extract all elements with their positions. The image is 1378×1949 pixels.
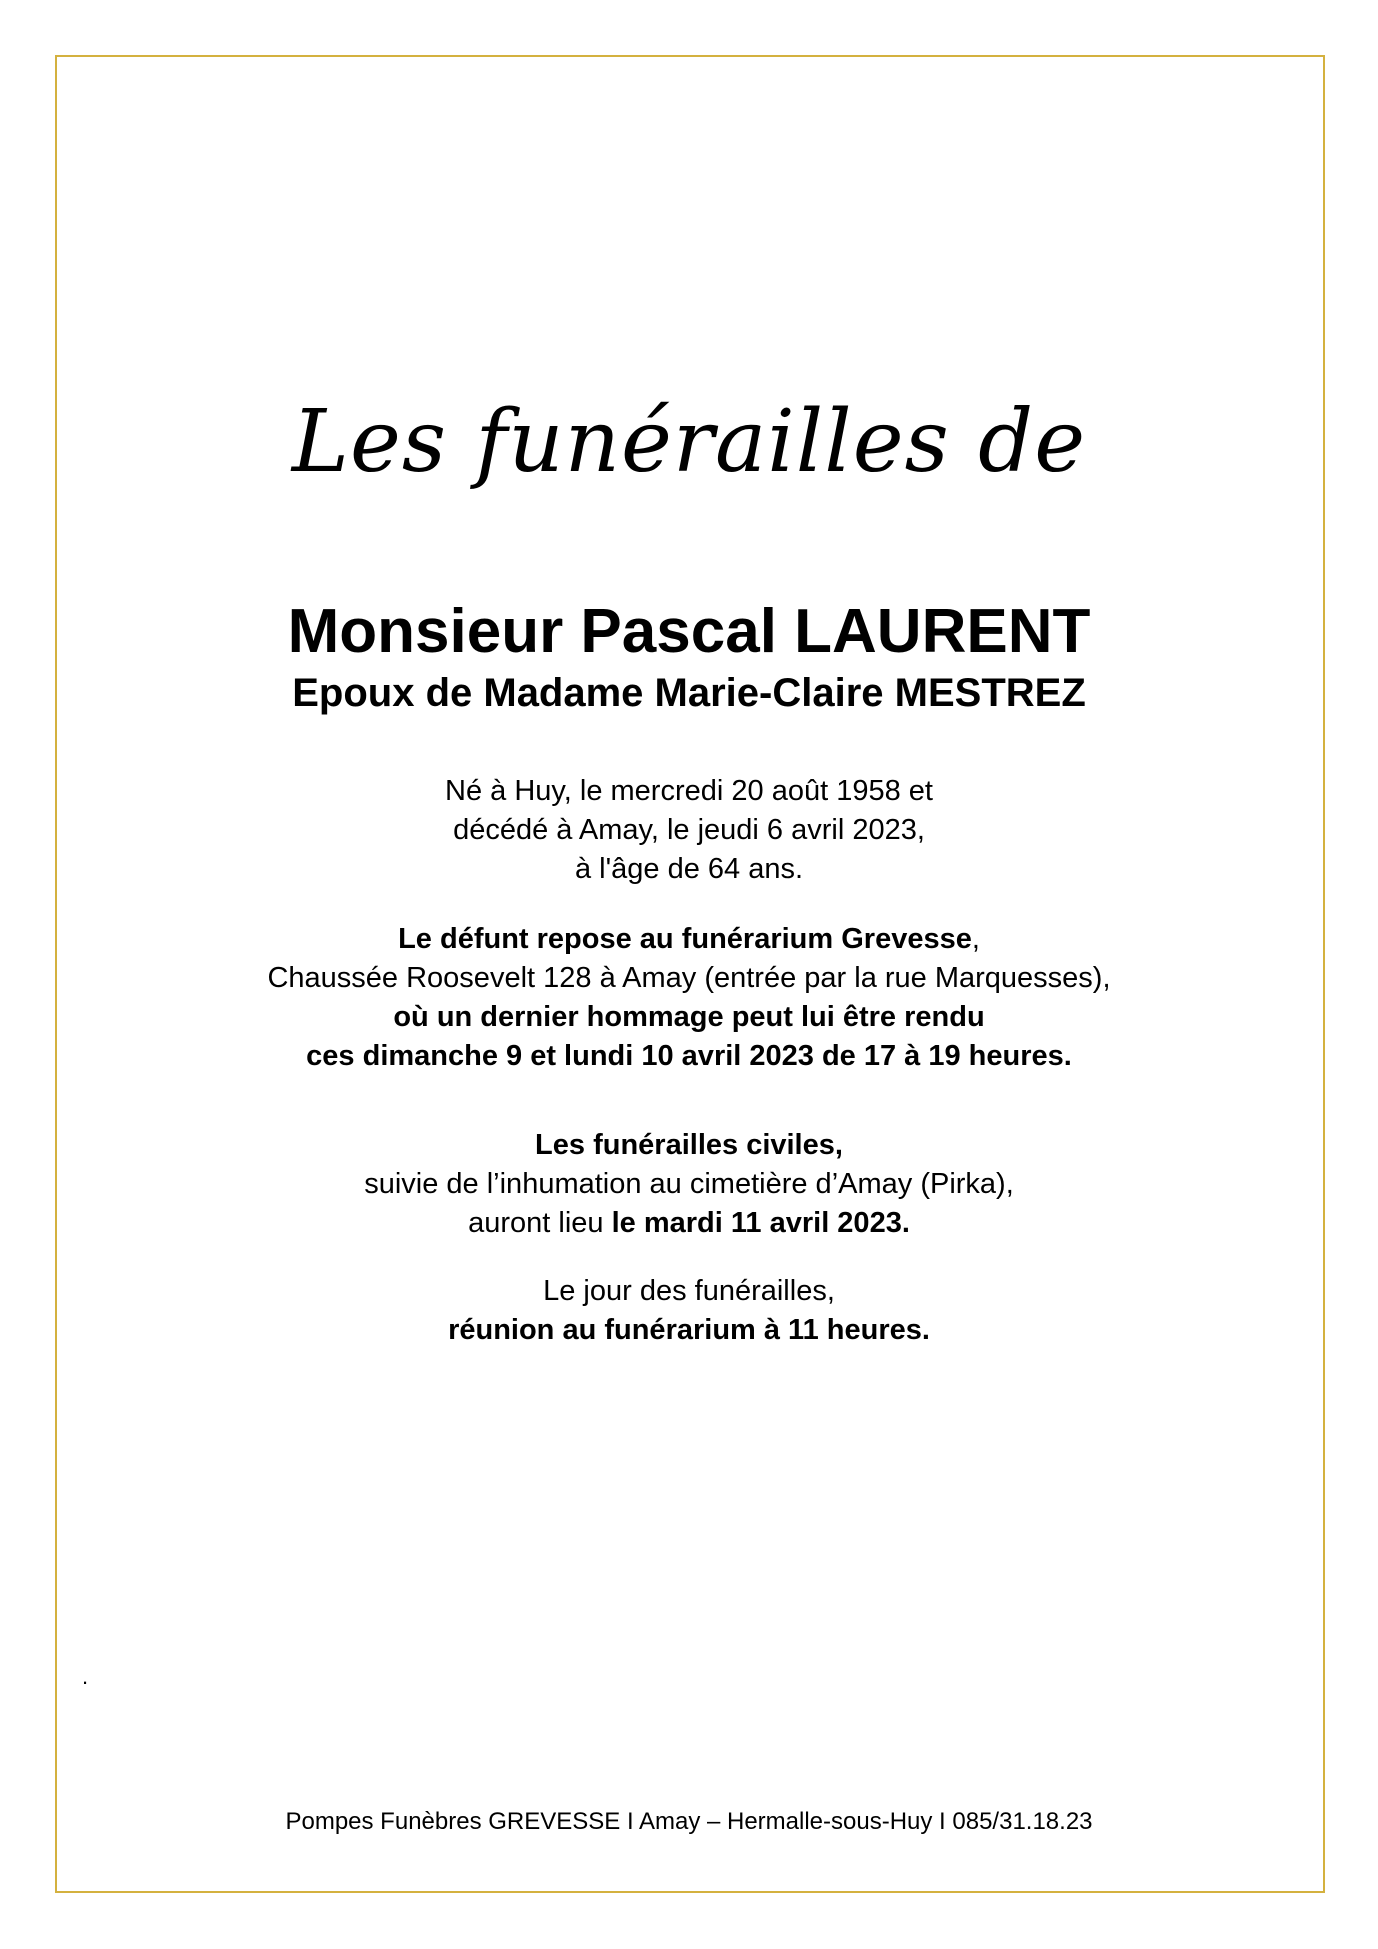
deceased-name: Monsieur Pascal LAURENT — [287, 597, 1091, 666]
death-line: décédé à Amay, le jeudi 6 avril 2023, — [453, 814, 925, 846]
age-line: à l'âge de 64 ans. — [574, 853, 804, 885]
ceremony-block — [0, 1126, 1378, 1243]
birth-death-block — [0, 772, 1378, 889]
viewing-block — [0, 920, 1378, 1076]
spouse-line: Epoux de Madame Marie-Claire MESTREZ — [292, 671, 1086, 715]
viewing-dates: ces dimanche 9 et lundi 10 avril 2023 de 17 à 19 heures. — [306, 1040, 1072, 1072]
ceremony-date-line — [0, 1204, 1378, 1243]
meeting-block — [0, 1272, 1378, 1350]
viewing-location: Le défunt repose au funérarium Grevesse — [398, 923, 972, 955]
meeting-intro: Le jour des funérailles, — [543, 1275, 835, 1307]
viewing-location-comma: , — [971, 923, 980, 955]
script-heading: Les funérailles de — [291, 392, 1087, 492]
birth-line: Né à Huy, le mercredi 20 août 1958 et — [445, 775, 933, 807]
stray-mark: . — [82, 1664, 89, 1689]
viewing-tribute: où un dernier hommage peut lui être rendu — [393, 1001, 985, 1033]
ceremony-date-prefix: auront lieu — [468, 1207, 612, 1239]
ceremony-date: le mardi 11 avril 2023. — [611, 1207, 910, 1239]
meeting-time: réunion au funérarium à 11 heures. — [448, 1314, 930, 1346]
ceremony-burial: suivie de l’inhumation au cimetière d’Amay (Pirka), — [364, 1168, 1014, 1200]
footer-contact: Pompes Funèbres GREVESSE I Amay – Hermalle-sous-Huy I 085/31.18.23 — [285, 1808, 1093, 1835]
ceremony-title: Les funérailles civiles, — [535, 1129, 843, 1161]
viewing-location-line — [0, 920, 1378, 959]
viewing-address: Chaussée Roosevelt 128 à Amay (entrée par la rue Marquesses), — [267, 962, 1111, 994]
